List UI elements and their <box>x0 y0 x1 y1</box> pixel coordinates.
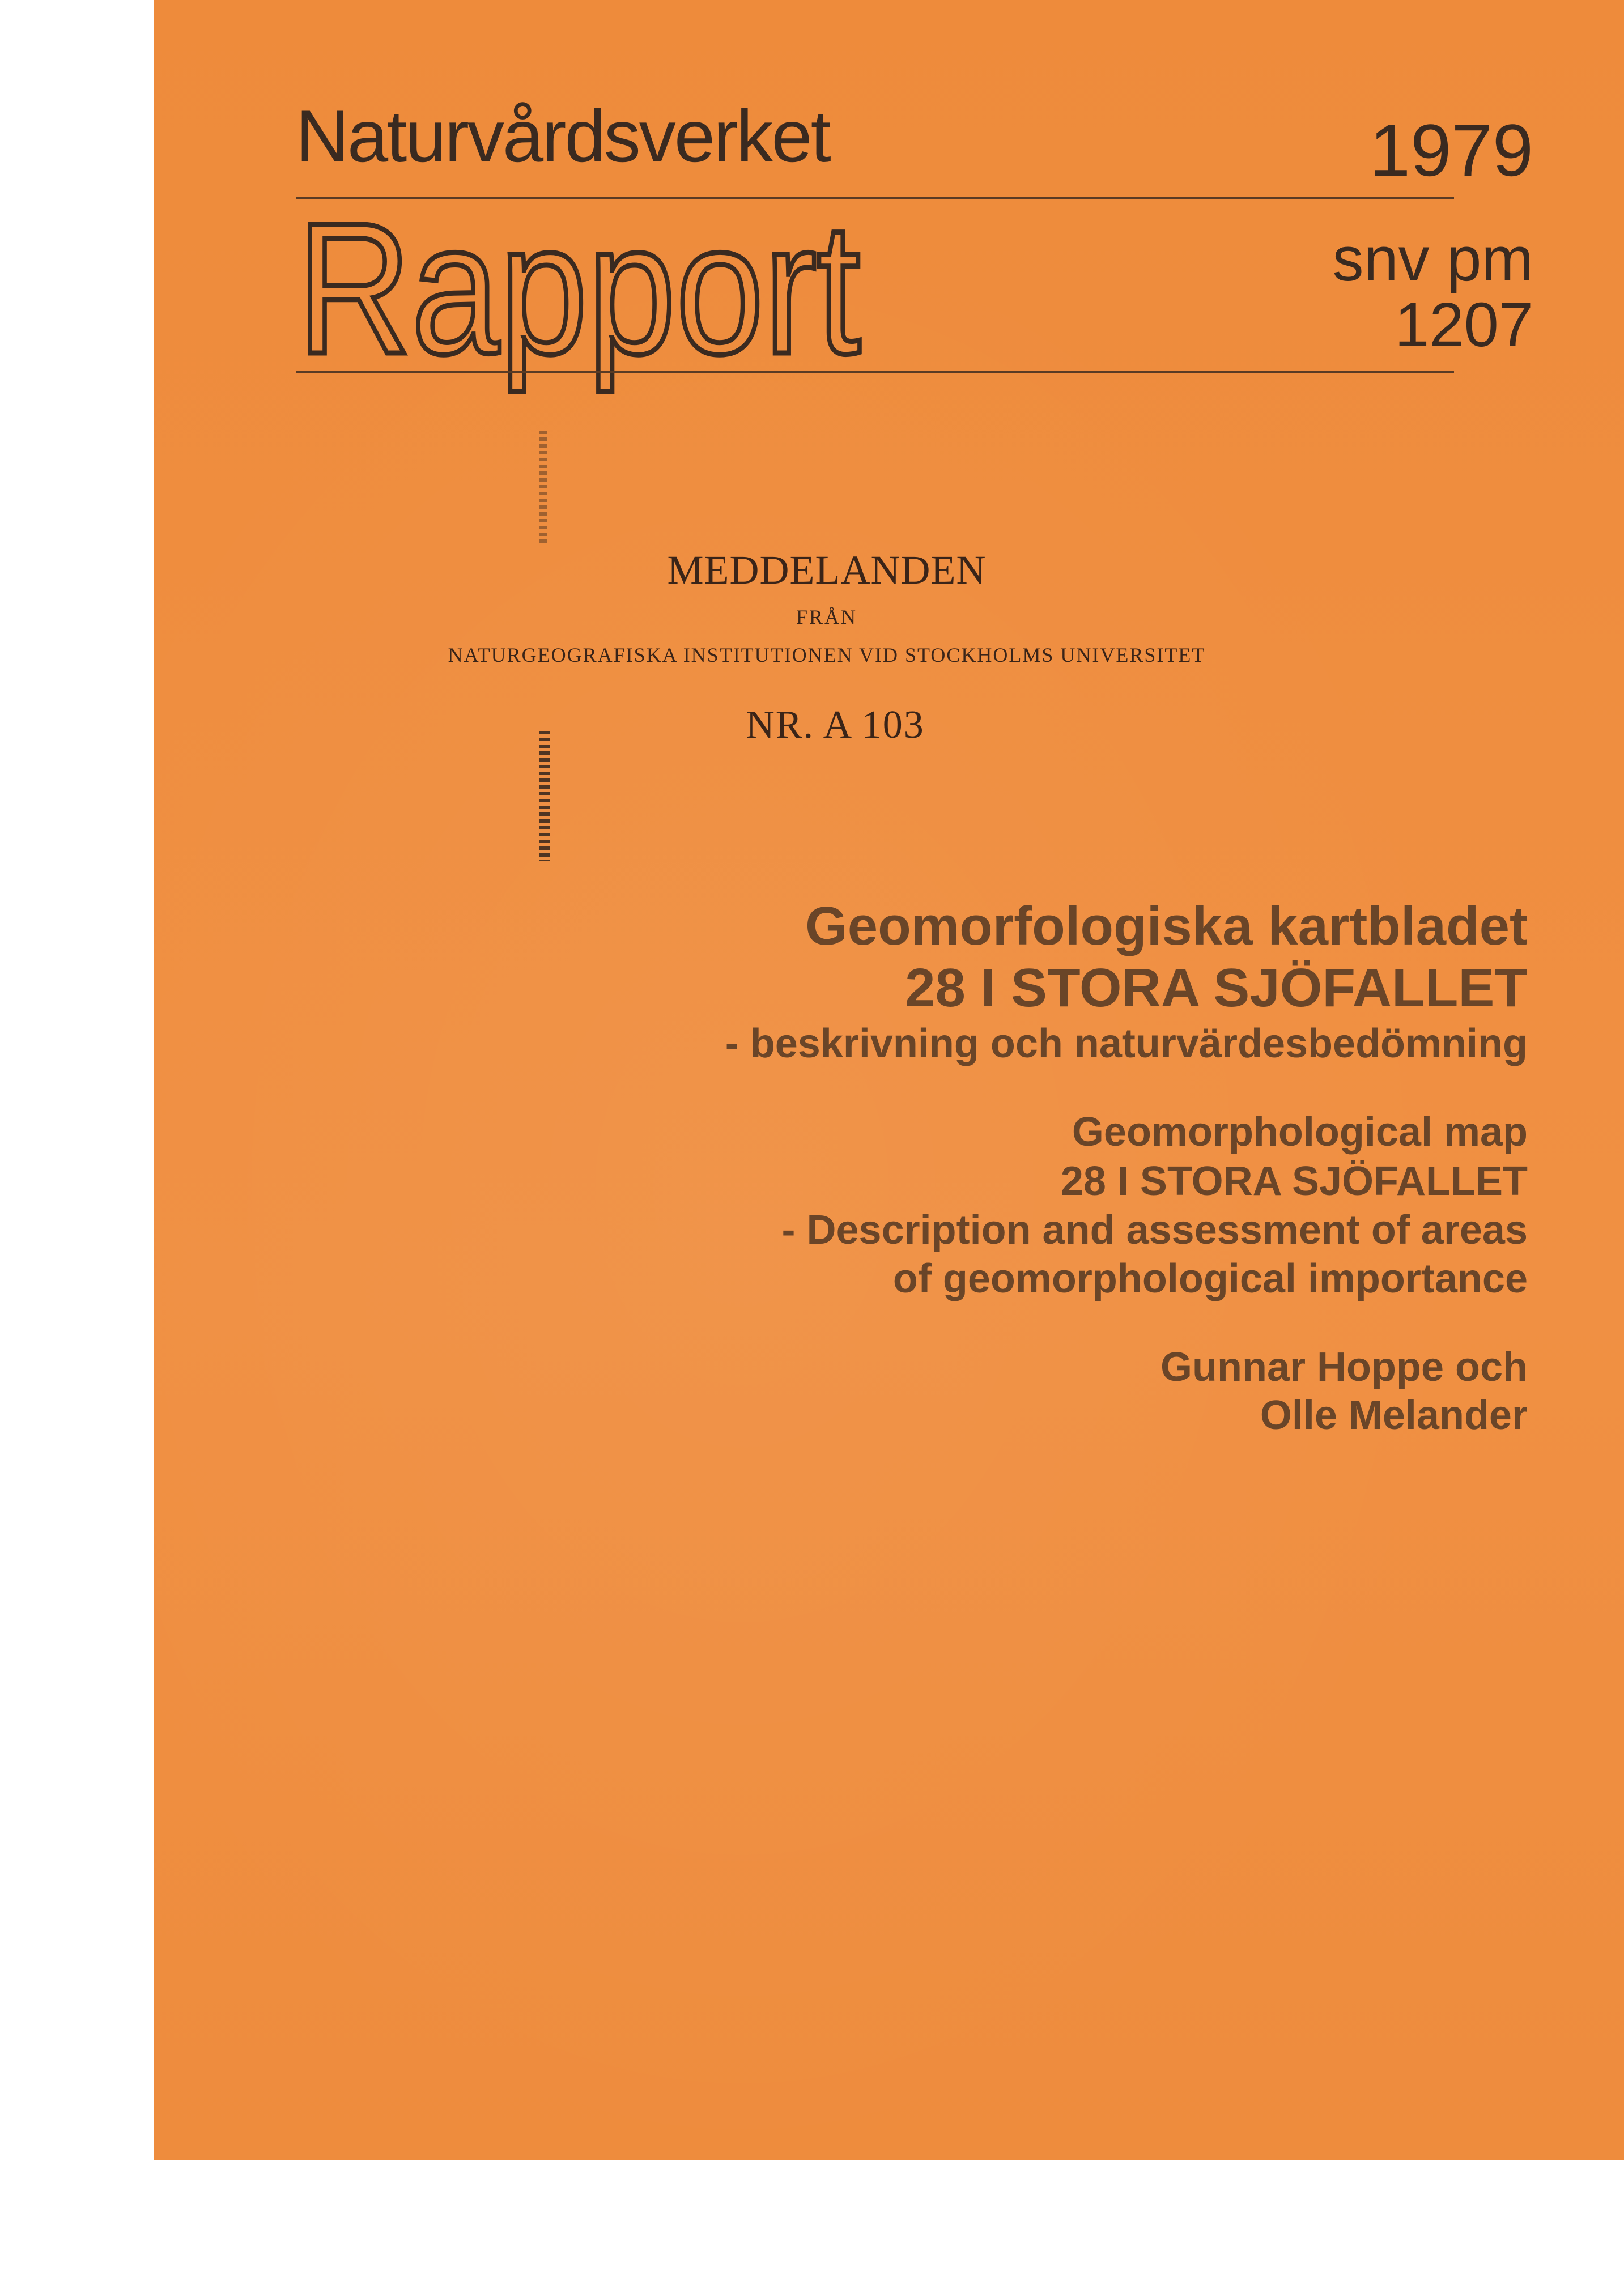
stamp-fran: FRÅN <box>796 606 858 628</box>
stamp-meddelanden: MEDDELANDEN <box>667 547 987 593</box>
stamp-number: NR. A 103 <box>746 703 925 747</box>
report-cover <box>154 0 1624 2160</box>
scan-artifact-mark <box>539 431 547 544</box>
title-block <box>725 895 1528 1479</box>
authors <box>725 1343 1528 1440</box>
svg-text:Rapport: Rapport <box>297 184 963 393</box>
series-label: snv pm <box>1332 224 1533 294</box>
rapport-logo <box>296 184 963 393</box>
author-line2: Olle Melander <box>1260 1392 1528 1438</box>
stamp-institution: NATURGEOGRAFISKA INSTITUTIONEN VID STOCKHOLMS UNIVERSITET <box>448 644 1206 666</box>
scan-artifact-bar <box>539 731 550 861</box>
title-en-line2: 28 I STORA SJÖFALLET <box>1060 1158 1528 1204</box>
header-rule-bottom <box>296 371 1454 373</box>
publisher-name: Naturvårdsverket <box>296 95 830 177</box>
title-swedish <box>725 895 1528 1068</box>
series-value: 1207 <box>1395 290 1533 360</box>
series-number <box>1332 224 1533 360</box>
author-line1: Gunnar Hoppe och <box>1160 1344 1528 1390</box>
publication-year: 1979 <box>1369 109 1533 192</box>
title-sv-line3: - beskrivning och naturvärdesbedömning <box>725 1020 1528 1066</box>
title-en-line3: - Description and assessment of areas <box>781 1207 1528 1253</box>
title-english <box>725 1108 1528 1304</box>
title-sv-line1: Geomorfologiska kartbladet <box>805 896 1528 956</box>
title-en-line1: Geomorphological map <box>1072 1109 1528 1155</box>
title-sv-line2: 28 I STORA SJÖFALLET <box>905 958 1528 1019</box>
title-en-line4: of geomorphological importance <box>892 1256 1528 1302</box>
